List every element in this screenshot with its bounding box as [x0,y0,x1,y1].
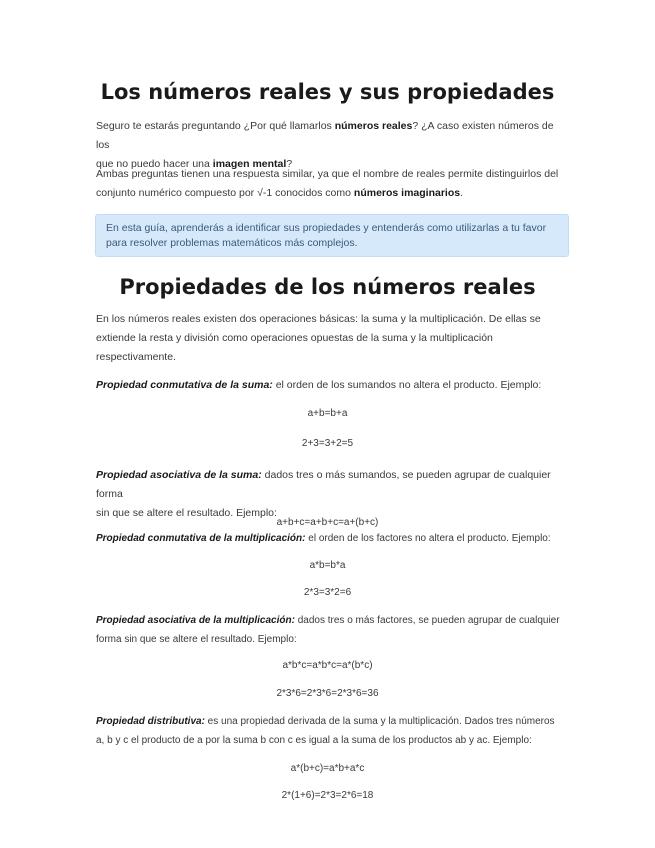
info-callout [95,214,569,257]
equation: a*(b+c)=a*b+a*c [290,763,365,774]
callout-text: En esta guía, aprenderás a identificar sus propiedades y entenderás como utilizarlas a tu favor para resolver problemas matemáticos más complejos. [106,222,547,249]
page-title: Los números reales y sus propiedades [100,80,555,104]
equation: 2*3*6=2*3*6=2*3*6=36 [276,688,379,699]
equation: a*b*c=a*b*c=a*(b*c) [282,660,373,671]
equation: 2*3=3*2=6 [303,587,352,598]
equation: 2*(1+6)=2*3=2*6=18 [281,790,374,801]
section-intro-paragraph: En los números reales existen dos operaciones básicas: la suma y la multiplicación. De ellas se extiende la resta y división como operaciones opuestas de la suma y la multiplicación respectivamente. [96,313,541,363]
property-commutative-multiplication: Propiedad conmutativa de la multiplicación: el orden de los factores no altera el producto. Ejemplo: [96,533,551,544]
equation: a+b+c=a+b+c=a+(b+c) [276,517,379,528]
intro-paragraph-2: Ambas preguntas tienen una respuesta similar, ya que el nombre de reales permite distinguirlos del conjunto numérico compuesto por √-1 conocidos como números imaginarios. [96,168,559,199]
property-associative-sum: Propiedad asociativa de la suma: dados tres o más sumandos, se pueden agrupar de cualquier forma sin que se altere el resultado. Ejemplo: [96,469,551,519]
equation: a+b=b+a [307,408,348,419]
property-commutative-sum: Propiedad conmutativa de la suma: el orden de los sumandos no altera el producto. Ejemplo: [96,379,542,391]
intro-paragraph-1: Seguro te estarás preguntando ¿Por qué llamarlos números reales? ¿A caso existen números de los que no puedo hacer una imagen mental? [96,120,554,170]
equation: a*b=b*a [309,560,346,571]
property-associative-multiplication: Propiedad asociativa de la multiplicación: dados tres o más factores, se pueden agrupar de cualquier forma sin que se altere el resultado. Ejemplo: [96,615,560,645]
section-title: Propiedades de los números reales [119,275,536,299]
equation: 2+3=3+2=5 [301,438,354,449]
property-distributive: Propiedad distributiva: es una propiedad derivada de la suma y la multiplicación. Dados tres números a, b y c el producto de a por la suma b con c es igual a la suma de los productos ab y ac. Ejemplo: [96,716,555,746]
